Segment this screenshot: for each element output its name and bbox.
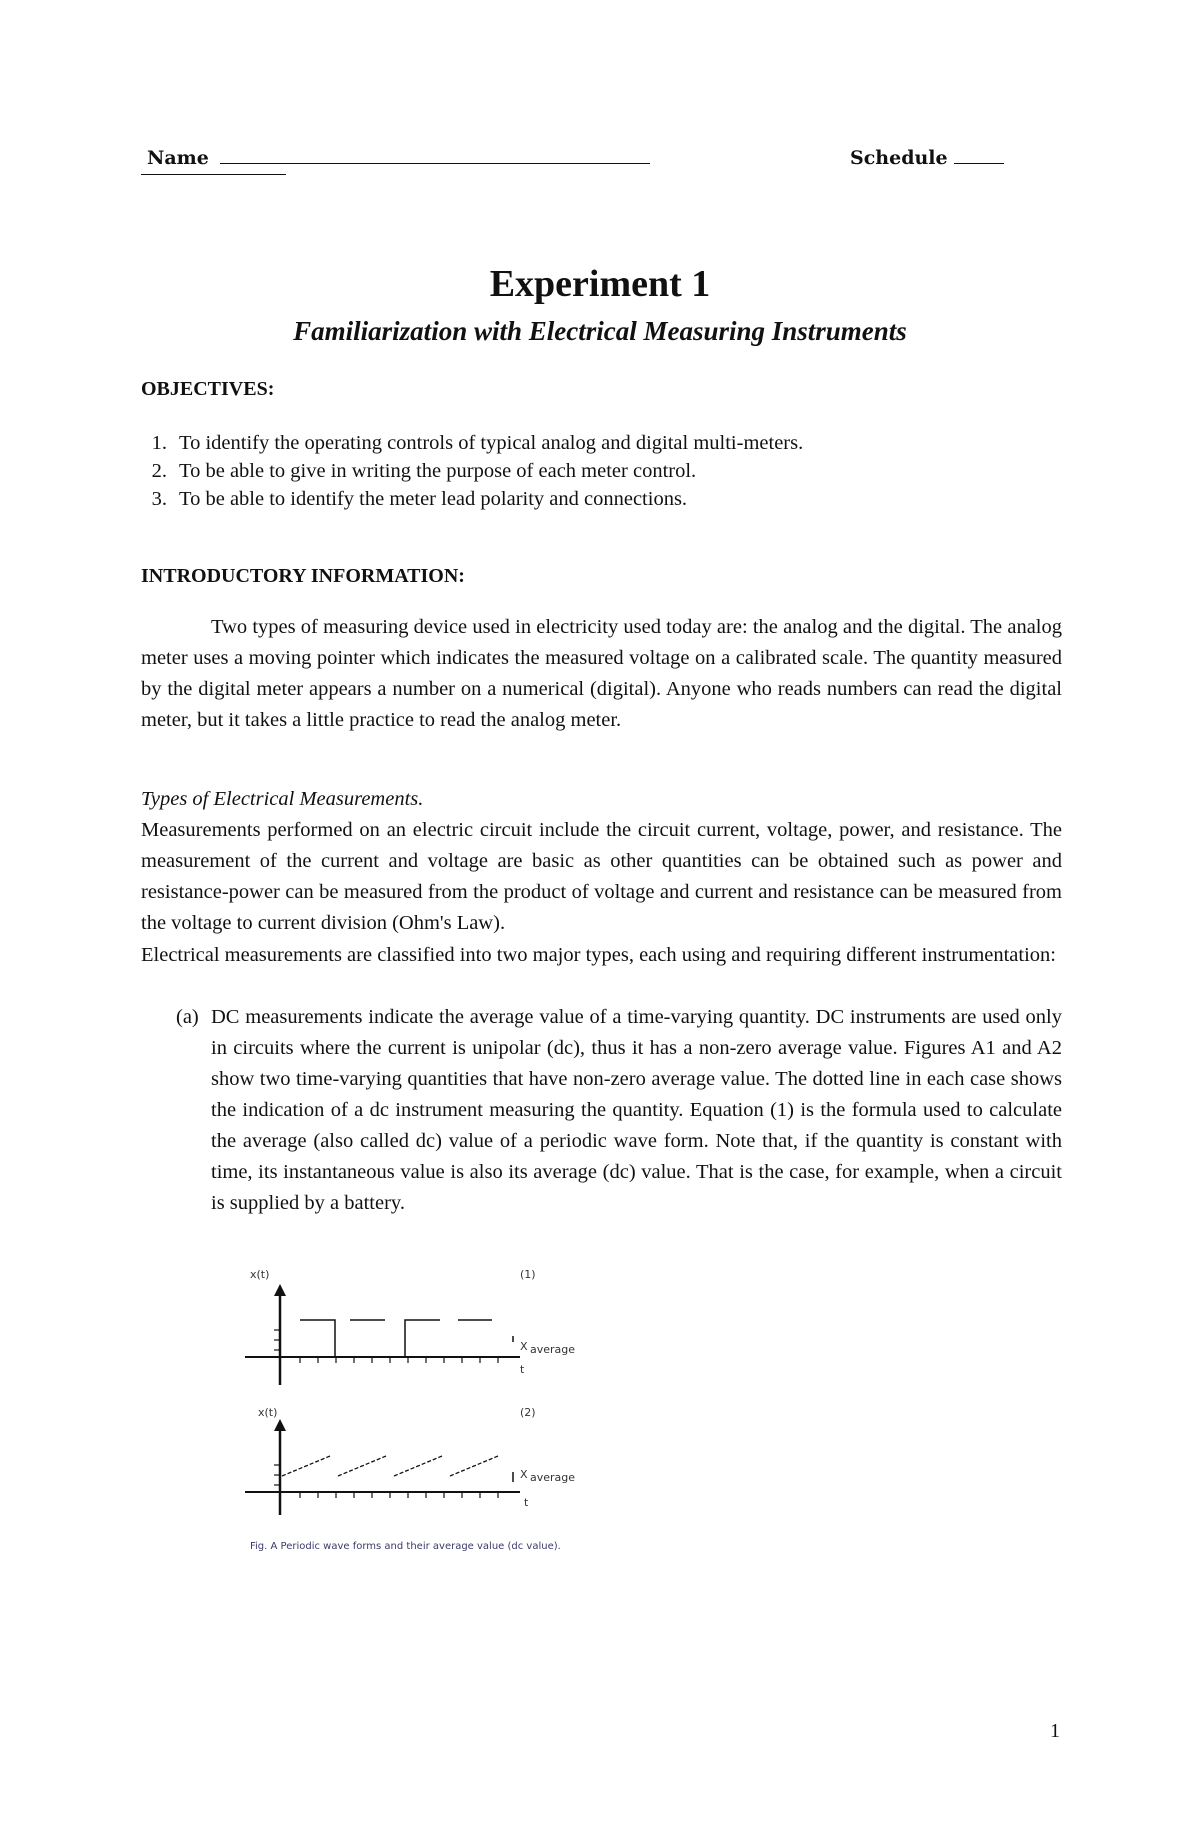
plot-1-avg-label: X bbox=[520, 1340, 528, 1353]
list-item-number: 2. bbox=[151, 460, 167, 482]
schedule-blank-line-continued[interactable] bbox=[141, 174, 286, 175]
schedule-blank-line[interactable] bbox=[954, 145, 1004, 164]
intro-heading: INTRODUCTORY INFORMATION: bbox=[141, 565, 465, 587]
plot-2-xlabel: t bbox=[524, 1496, 529, 1509]
plot-2-avg-label: X bbox=[520, 1468, 528, 1481]
page-number: 1 bbox=[1050, 1720, 1060, 1742]
item-a-text: DC measurements indicate the average value of a time-varying quantity. DC instruments are used only in circuits where the current is unipolar (dc), thus it has a non-zero average value. Figures A1 and A2 show two time-varying quantities that have non-zero average value. The dotted line in each case shows the indication of a dc instrument measuring the quantity. Equation (1) is the formula used to calculate the average (also called dc) value of a periodic wave form. Note that, if the quantity is constant with time, its instantaneous value is also its average (dc) value. That is the case, for example, when a circuit is supplied by a battery. bbox=[211, 1006, 1062, 1214]
plot-1 bbox=[245, 1268, 575, 1385]
plot-2-tag: (2) bbox=[520, 1406, 536, 1419]
item-a-label: (a) bbox=[176, 1006, 199, 1028]
objectives-heading: OBJECTIVES: bbox=[141, 378, 275, 400]
list-item-number: 3. bbox=[151, 488, 167, 510]
objectives-list bbox=[141, 429, 861, 513]
list-item-text: To be able to give in writing the purpose of each meter control. bbox=[179, 460, 697, 482]
list-item bbox=[141, 429, 861, 457]
figure-periodic-waveforms bbox=[230, 1260, 590, 1560]
plot-1-pulse bbox=[405, 1320, 440, 1357]
plot-2-y-arrow bbox=[274, 1419, 286, 1431]
list-item bbox=[141, 485, 861, 513]
list-item-text: To identify the operating controls of typical analog and digital multi-meters. bbox=[179, 432, 804, 454]
page-title: Experiment 1 bbox=[489, 263, 711, 305]
schedule-label: Schedule bbox=[850, 147, 948, 169]
name-field-row bbox=[147, 145, 650, 169]
plot-1-ylabel: x(t) bbox=[250, 1268, 270, 1281]
plot-1-y-arrow bbox=[274, 1284, 286, 1296]
figure-caption: Fig. A Periodic wave forms and their average value (dc value). bbox=[250, 1541, 561, 1552]
name-blank-line[interactable] bbox=[220, 145, 650, 164]
plot-1-xlabel: t bbox=[520, 1363, 525, 1376]
plot-1-pulse bbox=[300, 1320, 335, 1357]
plot-2 bbox=[245, 1406, 575, 1515]
page-subtitle: Familiarization with Electrical Measuring Instruments bbox=[293, 316, 907, 346]
types-paragraph-2: Electrical measurements are classified into two major types, each using and requiring different instrumentation: bbox=[141, 944, 1056, 966]
plot-2-avg-sub: average bbox=[530, 1471, 576, 1484]
schedule-field-row bbox=[850, 145, 1004, 169]
list-item-text: To be able to identify the meter lead polarity and connections. bbox=[179, 488, 688, 510]
list-item-number: 1. bbox=[151, 432, 167, 454]
plot-2-sawtooth bbox=[282, 1456, 498, 1476]
types-heading: Types of Electrical Measurements. bbox=[141, 788, 424, 810]
plot-1-avg-sub: average bbox=[530, 1343, 576, 1356]
types-paragraph-1: Measurements performed on an electric circuit include the circuit current, voltage, power, and resistance. The measurement of the current and voltage are basic as other quantities can be obtained such as power and resistance-power can be measured from the product of voltage and current and resistance can be measured from the voltage to current division (Ohm's Law). bbox=[141, 819, 1062, 934]
name-label: Name bbox=[147, 147, 209, 169]
plot-1-tag: (1) bbox=[520, 1268, 536, 1281]
list-item bbox=[141, 457, 861, 485]
intro-paragraph: Two types of measuring device used in electricity used today are: the analog and the digital. The analog meter uses a moving pointer which indicates the measured voltage on a calibrated scale. The quantity measured by the digital meter appears a number on a numerical (digital). Anyone who reads numbers can read the digital meter, but it takes a little practice to read the analog meter. bbox=[141, 616, 1062, 731]
plot-2-ylabel: x(t) bbox=[258, 1406, 278, 1419]
